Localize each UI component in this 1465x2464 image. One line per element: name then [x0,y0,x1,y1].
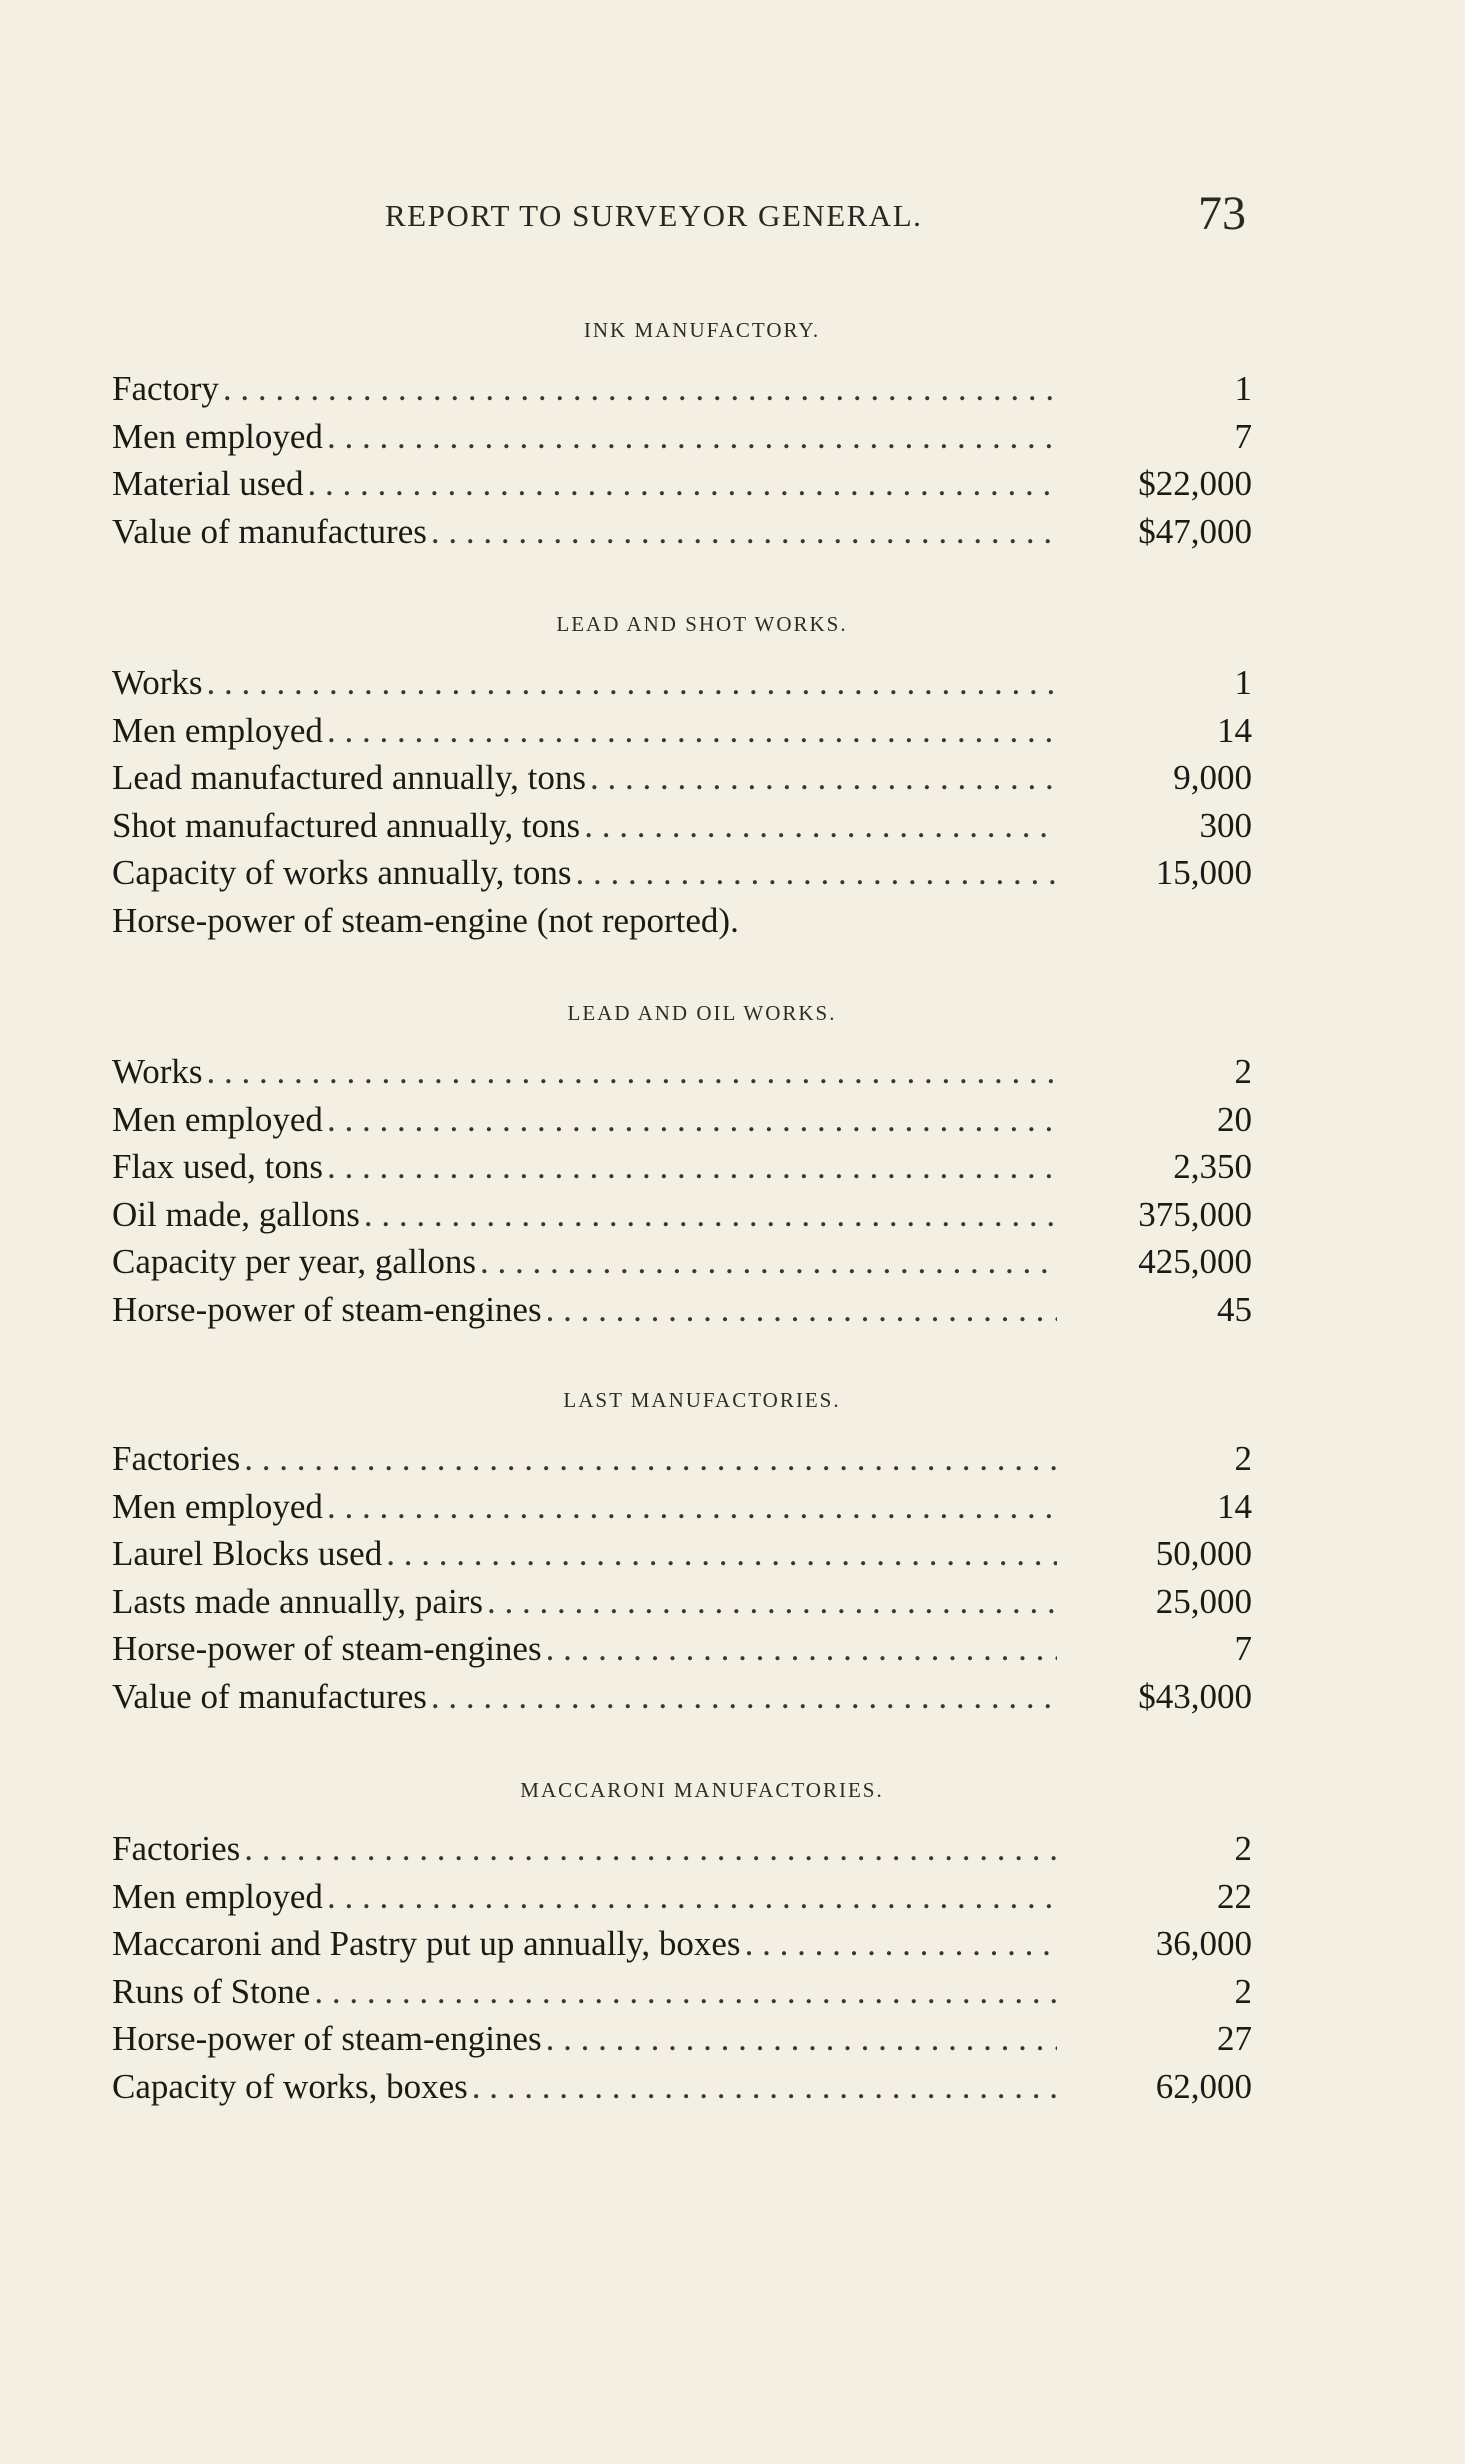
row-label: Men employed [112,710,323,750]
row-value: 14 [1217,710,1252,750]
dot-leader [323,413,1057,461]
row-label: Works [112,1052,203,1091]
row-value: 20 [1217,1099,1252,1139]
dot-leader [427,1673,1057,1721]
row-label: Men employed [112,1486,323,1526]
section-last-manufactories [112,1388,1252,1720]
dot-leader [542,1286,1057,1334]
row-value: 2 [1234,1052,1252,1091]
row-label: Factory [112,369,219,408]
row-label: Lasts made annually, pairs [112,1581,483,1621]
dot-leader [468,2063,1057,2111]
table-row [112,1143,1252,1191]
table-row [112,659,1252,707]
row-label: Factories [112,1829,241,1868]
dot-leader [360,1191,1057,1239]
dot-leader [203,1048,1057,1096]
table-row [112,460,1252,508]
row-value: 425,000 [1138,1242,1252,1281]
table-row [112,1673,1252,1721]
dot-leader [323,1483,1057,1531]
table-row [112,2063,1252,2111]
table-row [112,754,1252,802]
section-title: LEAD AND SHOT WORKS. [556,612,848,636]
row-label: Men employed [112,1099,323,1139]
row-value: 25,000 [1155,1581,1252,1621]
table-row [112,508,1252,556]
section-lead-and-shot-works [112,612,1252,944]
row-value: 22 [1217,1876,1252,1916]
row-label: Laurel Blocks used [112,1534,383,1573]
row-label: Flax used, tons [112,1147,323,1186]
table-row [112,1873,1252,1921]
table-row [112,1825,1252,1873]
dot-leader [203,659,1057,707]
row-value: 1 [1234,663,1252,702]
table-row [112,1238,1252,1286]
table-row [112,849,1252,897]
row-value: $47,000 [1138,511,1252,551]
row-value: 300 [1199,805,1252,845]
table-row [112,1435,1252,1483]
section-title: INK MANUFACTORY. [583,318,821,342]
row-label: Value of manufactures [112,511,427,551]
row-value: 27 [1217,2019,1252,2058]
table-row [112,1048,1252,1096]
table-row [112,1968,1252,2016]
section-ink-manufactory [112,318,1252,555]
table-row [112,2015,1252,2063]
row-value: 15,000 [1155,853,1252,892]
table-row [112,1483,1252,1531]
table-row [112,1530,1252,1578]
dot-leader [323,1873,1057,1921]
dot-leader [483,1578,1057,1626]
dot-leader [323,707,1057,755]
dot-leader [571,849,1057,897]
dot-leader [303,460,1057,508]
row-value: 2 [1234,1829,1252,1868]
table-row [112,802,1252,850]
row-label: Lead manufactured annually, tons [112,758,586,797]
table-row [112,1625,1252,1673]
table-row [112,1191,1252,1239]
running-head: REPORT TO SURVEYOR GENERAL. [385,198,923,233]
dot-leader [382,1530,1057,1578]
row-label: Capacity of works, boxes [112,2066,468,2106]
dot-leader [219,365,1057,413]
dot-leader [586,754,1057,802]
dot-leader [542,1625,1057,1673]
row-label: Capacity of works annually, tons [112,853,572,892]
row-value: $22,000 [1138,464,1252,503]
section-lead-and-oil-works [112,1001,1252,1333]
row-label: Horse-power of steam-engines [112,2019,542,2058]
page-number: 73 [1198,187,1246,240]
dot-leader [580,802,1057,850]
row-label: Shot manufactured annually, tons [112,805,581,845]
table-row [112,1578,1252,1626]
dot-leader [741,1920,1057,1968]
note-text: Horse-power of steam-engine (not reported). [112,900,739,940]
row-value: 7 [1234,416,1252,456]
section-title: LAST MANUFACTORIES. [563,1388,841,1412]
section-title: LEAD AND OIL WORKS. [567,1001,837,1025]
dot-leader [542,2015,1057,2063]
row-label: Capacity per year, gallons [112,1242,477,1281]
row-value: 9,000 [1173,758,1252,797]
table-row [112,707,1252,755]
dot-leader [323,1096,1057,1144]
table-row [112,1286,1252,1334]
row-value: 14 [1217,1486,1252,1526]
table-row [112,1920,1252,1968]
row-value: 7 [1234,1629,1252,1668]
row-label: Works [112,663,203,702]
row-value: 50,000 [1155,1534,1252,1573]
row-value: 2,350 [1173,1147,1252,1186]
row-label: Oil made, gallons [112,1194,360,1234]
row-label: Material used [112,464,304,503]
dot-leader [310,1968,1057,2016]
row-label: Value of manufactures [112,1676,427,1716]
row-label: Men employed [112,416,323,456]
row-label: Horse-power of steam-engines [112,1289,542,1329]
row-label: Factories [112,1439,241,1478]
row-value: 375,000 [1138,1194,1252,1234]
row-value: 36,000 [1155,1924,1252,1963]
row-value: 2 [1234,1439,1252,1478]
dot-leader [427,508,1057,556]
row-value: $43,000 [1138,1676,1252,1716]
row-value: 1 [1234,369,1252,408]
dot-leader [240,1825,1057,1873]
row-value: 62,000 [1155,2066,1252,2106]
dot-leader [476,1238,1057,1286]
dot-leader [240,1435,1057,1483]
row-label: Maccaroni and Pastry put up annually, boxes [112,1924,741,1963]
section-title: MACCARONI MANUFACTORIES. [520,1778,884,1802]
table-row [112,365,1252,413]
table-row [112,1096,1252,1144]
section-maccaroni-manufactories [112,1778,1252,2110]
row-label: Men employed [112,1876,323,1916]
row-value: 2 [1234,1971,1252,2011]
row-label: Runs of Stone [112,1971,311,2011]
row-value: 45 [1217,1289,1252,1329]
dot-leader [323,1143,1057,1191]
section-note [112,897,1252,945]
table-row [112,413,1252,461]
row-label: Horse-power of steam-engines [112,1629,542,1668]
